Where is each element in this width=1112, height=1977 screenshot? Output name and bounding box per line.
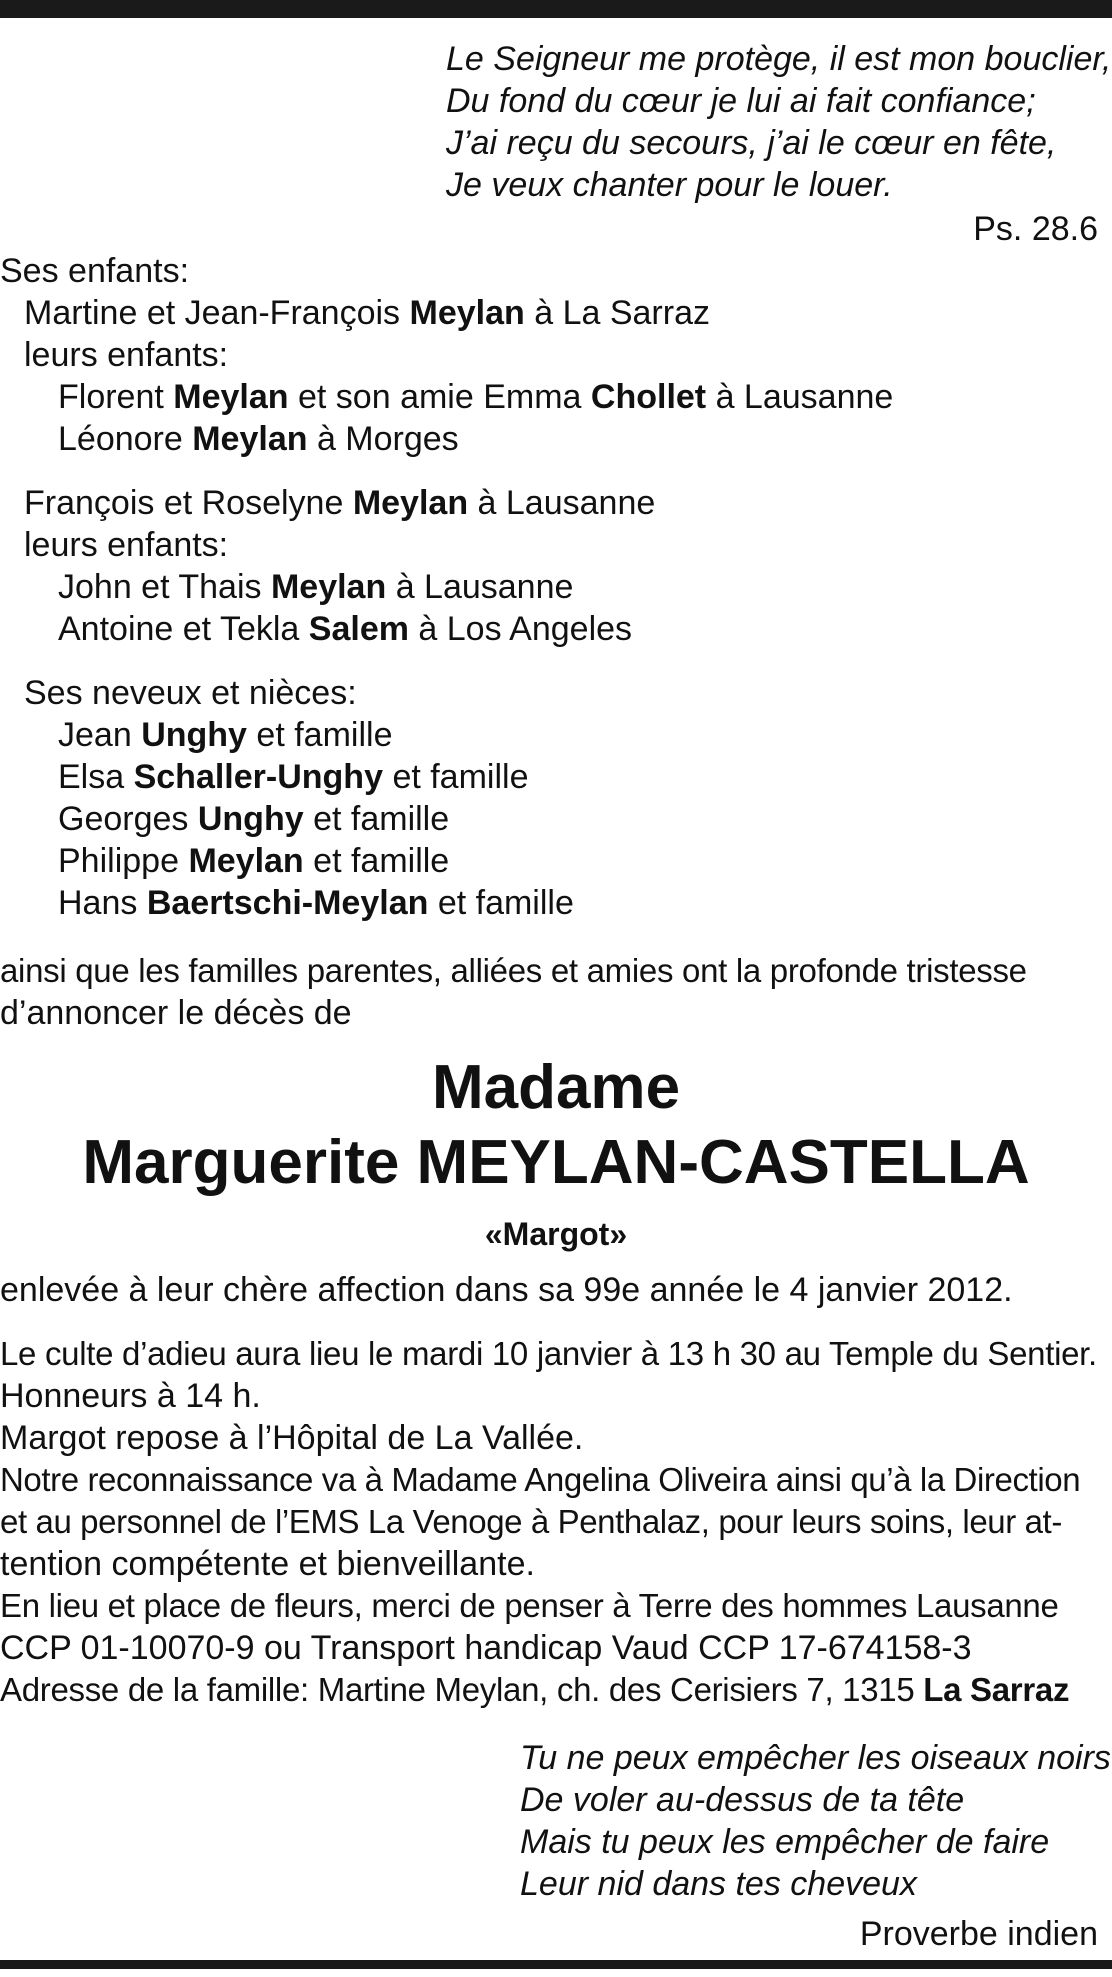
epigraph-source: Ps. 28.6 — [973, 210, 1098, 248]
given-names: Hans — [58, 884, 138, 922]
flowers-text: CCP 01-10070-9 ou Transport handicap Vaud CCP 17-674158-3 — [0, 1629, 972, 1667]
given-names: Elsa — [58, 758, 125, 796]
nephew-entry — [58, 840, 449, 882]
given-names: Philippe — [58, 842, 179, 880]
deceased-name: Marguerite MEYLAN-CASTELLA — [82, 1128, 1030, 1197]
announcement-line: d’annoncer le décès de — [0, 994, 352, 1032]
nephew-entry — [58, 714, 392, 756]
suffix: et famille — [437, 884, 574, 922]
surname: Salem — [308, 610, 409, 648]
surname: Meylan — [270, 568, 387, 606]
epigraph-line: Du fond du cœur je lui ai fait confiance; — [446, 82, 1036, 120]
epigraph-line: Le Seigneur me protège, il est mon bouclier, — [446, 40, 1112, 78]
family-member — [58, 376, 893, 418]
family-member — [58, 418, 459, 460]
family-member — [58, 566, 573, 608]
suffix: et famille — [313, 842, 450, 880]
deceased-title: Madame — [431, 1053, 681, 1122]
nephew-entry — [58, 756, 529, 798]
suffix: et famille — [392, 758, 529, 796]
surname: Meylan — [188, 842, 304, 880]
rest-text: Margot repose à l’Hôpital de La Vallée. — [0, 1419, 584, 1457]
closing-source: Proverbe indien — [859, 1915, 1098, 1953]
place: à Morges — [316, 420, 459, 458]
given-names: Léonore — [58, 420, 183, 458]
nephew-entry — [58, 798, 449, 840]
ceremony-text: Le culte d’adieu aura lieu le mardi 10 janvier à 13 h 30 au Temple du Sentier. — [0, 1335, 1097, 1372]
children-label: leurs enfants: — [24, 526, 229, 564]
closing-line: Tu ne peux empêcher les oiseaux noirs — [520, 1739, 1111, 1777]
surname: Meylan — [409, 294, 525, 332]
announcement-line: ainsi que les familles parentes, alliées et amies ont la profonde tristesse — [0, 952, 1027, 989]
place: à Lausanne — [477, 484, 656, 522]
suffix: et famille — [256, 716, 393, 754]
place: à Lausanne — [715, 378, 894, 416]
surname: Baertschi-Meylan — [146, 884, 429, 922]
closing-line: Mais tu peux les empêcher de faire — [520, 1823, 1050, 1861]
family-member — [58, 608, 632, 650]
children-label: leurs enfants: — [24, 336, 229, 374]
given-names: Jean — [58, 716, 132, 754]
bottom-border — [0, 1960, 1112, 1969]
address-text: Adresse de la famille: Martine Meylan, ch. des Cerisiers 7, 1315 — [0, 1671, 915, 1708]
surname: Schaller-Unghy — [133, 758, 383, 796]
nephew-entry — [58, 882, 574, 924]
closing-line: Leur nid dans tes cheveux — [520, 1865, 917, 1903]
given-names: Florent — [58, 378, 164, 416]
surname: Unghy — [197, 800, 304, 838]
partner-text: et son amie Emma — [298, 378, 582, 416]
surname: Meylan — [173, 378, 289, 416]
place: à Los Angeles — [418, 610, 633, 648]
suffix: et famille — [313, 800, 450, 838]
surname: Meylan — [192, 420, 308, 458]
honours-text: Honneurs à 14 h. — [0, 1377, 261, 1415]
place: à La Sarraz — [534, 294, 710, 332]
given-names: Georges — [58, 800, 189, 838]
surname: Unghy — [141, 716, 247, 754]
thanks-text: tention compétente et bienveillante. — [0, 1545, 535, 1583]
surname: Chollet — [590, 378, 707, 416]
passing-text: enlevée à leur chère affection dans sa 99e année le 4 janvier 2012. — [0, 1271, 1013, 1309]
place: à Lausanne — [395, 568, 574, 606]
surname: Meylan — [352, 484, 469, 522]
given-names: Martine et Jean-François — [24, 294, 401, 332]
family-intro: Ses enfants: — [0, 252, 190, 290]
given-names: François et Roselyne — [24, 484, 344, 522]
epigraph-line: Je veux chanter pour le louer. — [446, 166, 893, 204]
deceased-nickname: «Margot» — [484, 1216, 628, 1252]
thanks-text: Notre reconnaissance va à Madame Angelina Oliveira ainsi qu’à la Direction — [0, 1461, 1081, 1498]
thanks-text: et au personnel de l’EMS La Venoge à Penthalaz, pour leurs soins, leur at- — [0, 1503, 1062, 1540]
family-address — [0, 1669, 1069, 1711]
closing-line: De voler au-dessus de ta tête — [520, 1781, 965, 1819]
family-member — [24, 482, 655, 524]
address-town: La Sarraz — [923, 1671, 1070, 1708]
given-names: Antoine et Tekla — [58, 610, 300, 648]
epigraph-line: J’ai reçu du secours, j’ai le cœur en fête, — [446, 124, 1057, 162]
family-member — [24, 292, 710, 334]
nephews-label: Ses neveux et nièces: — [24, 674, 357, 712]
flowers-text: En lieu et place de fleurs, merci de penser à Terre des hommes Lausanne — [0, 1587, 1059, 1624]
given-names: John et Thais — [58, 568, 262, 606]
top-border — [0, 0, 1112, 18]
